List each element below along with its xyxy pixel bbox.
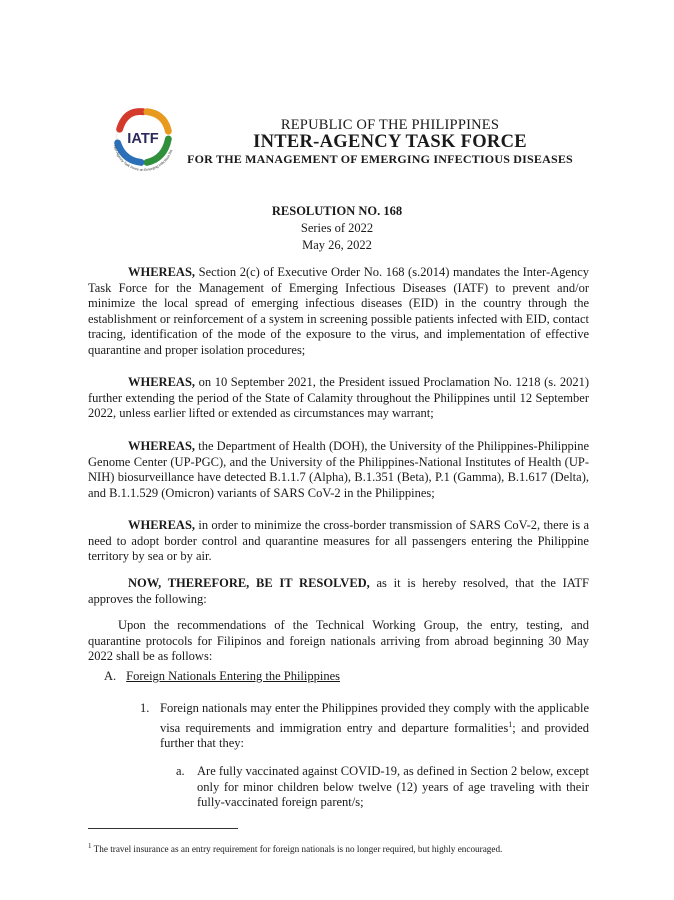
logo-ring-text: Inter-Agency Task Force on Emerging Infectious Dis (112, 144, 174, 173)
footnote-text: The travel insurance as an entry requirement for foreign nationals is no longer required, but highly encouraged. (91, 844, 503, 855)
item-1-text: Foreign nationals may enter the Philippines provided they comply with the applicable visa requirements and immigration entry and departure formalities$^1$; and provided further that they: (160, 701, 589, 751)
header-agency: INTER-AGENCY TASK FORCE (253, 132, 527, 153)
paragraph-lead: WHEREAS, (128, 265, 196, 279)
paragraph-lead: WHEREAS, (128, 518, 196, 532)
resolution-title: RESOLUTION NO. 168 (271, 204, 403, 218)
item-1a-letter: a. (176, 764, 185, 778)
paragraph-lead: WHEREAS, (128, 375, 196, 389)
paragraph-text: in order to minimize the cross-border transmission of SARS CoV-2, there is a need to adopt border control and quarantine measures for all passengers entering the Philippine territory by sea or by air. (88, 518, 589, 564)
paragraph-whereas-2 (88, 375, 589, 422)
resolution-series: Series of 2022 (300, 221, 374, 235)
footnote-number: 1 (88, 842, 92, 850)
item-1a-text: Are fully vaccinated against COVID-19, as defined in Section 2 below, except only for minor children below twelve (12) years of age traveling with their fully-vaccinated foreign parent/s; (197, 764, 589, 810)
paragraph-text: Section 2(c) of Executive Order No. 168 (s.2014) mandates the Inter-Agency Task Force for the Management of Emerging Infectious Diseases (IATF) to prevent and/or minimize the local spread of emerging infectious diseases (EID) in the country through the establishment or reinforcement of a system in screening possible patients infected with EID, contact tracing, identification of the mode of the exposure to the virus, and implementation of effective quarantine and proper isolation procedures; (88, 265, 589, 357)
paragraph-whereas-1 (88, 265, 589, 359)
section-letter: A. (104, 669, 117, 683)
document-header (187, 117, 590, 166)
resolution-date: May 26, 2022 (302, 238, 372, 252)
paragraph-whereas-3 (88, 439, 589, 501)
paragraph-lead: NOW, THEREFORE, BE IT RESOLVED, (128, 576, 370, 590)
paragraph-text: as it is hereby resolved, that the IATF approves the following: (88, 576, 589, 606)
footnote (88, 842, 608, 854)
paragraph-text: on 10 September 2021, the President issued Proclamation No. 1218 (s. 2021) further extending the period of the State of Calamity throughout the Philippines until 12 September 2022, unless earlier lifted or extended as circumstances may warrant; (88, 375, 589, 421)
paragraph-text: the Department of Health (DOH), the University of the Philippines-Philippine Genome Center (UP-PGC), and the University of the Philippines-National Institutes of Health (UP-NIH) biosurveillance have detected B.1.1.7 (Alpha), B.1.351 (Beta), P.1 (Gamma), B.1.617 (Delta), and B.1.1.529 (Omicron) variants of SARS CoV-2 in the Philippines; (88, 439, 589, 500)
resolution-block (0, 203, 674, 254)
footnote-rule (88, 828, 238, 829)
paragraph-text: Upon the recommendations of the Technical Working Group, the entry, testing, and quarantine protocols for Filipinos and foreign nationals arriving from abroad beginning 30 May 2022 shall be as follows: (88, 618, 589, 664)
paragraph-whereas-4 (88, 518, 589, 565)
paragraph-recommendations (88, 618, 589, 665)
header-subtitle: FOR THE MANAGEMENT OF EMERGING INFECTIOUS DISEASES (187, 151, 573, 166)
svg-text:IATF: IATF (127, 130, 159, 147)
iatf-logo (104, 100, 182, 178)
footnote-ref: 1 (508, 719, 513, 729)
item-1-number: 1. (140, 701, 150, 715)
paragraph-resolved (88, 576, 589, 607)
section-title: Foreign Nationals Entering the Philippines (126, 669, 341, 683)
header-country: REPUBLIC OF THE PHILIPPINES (280, 117, 500, 133)
section-a-heading (104, 669, 340, 684)
paragraph-lead: WHEREAS, (128, 439, 196, 453)
